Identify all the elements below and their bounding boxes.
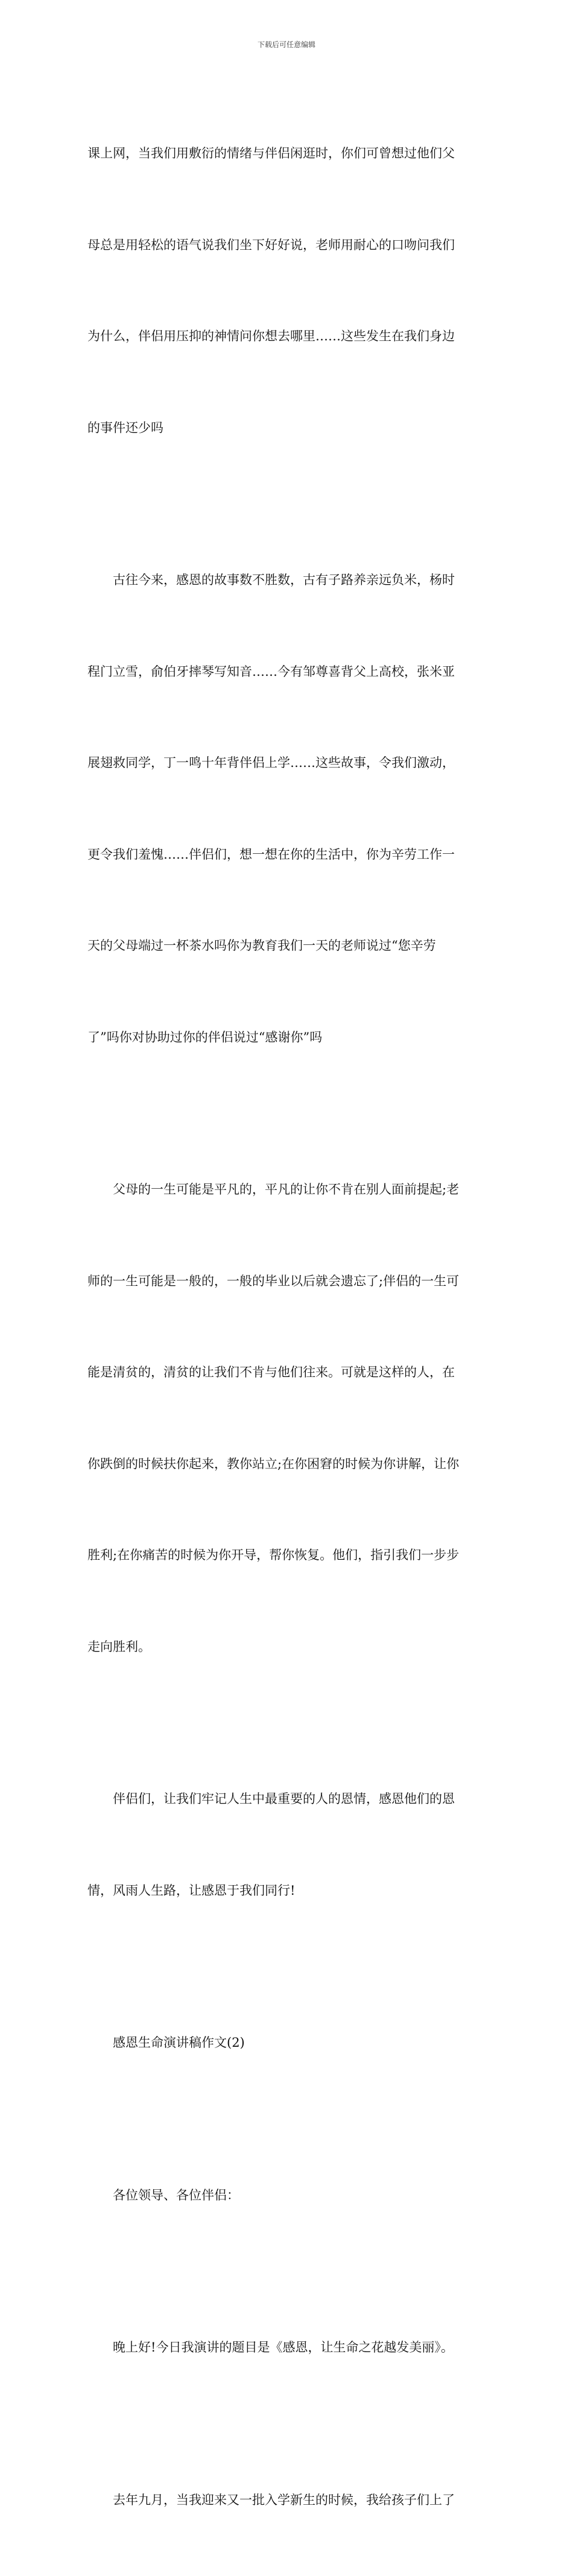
text-line: 程门立雪，俞伯牙摔琴写知音……今有邹尊喜背父上高校，张米亚 <box>87 657 489 687</box>
text-line: 天的父母端过一杯茶水吗你为教育我们一天的老师说过“您辛劳 <box>87 930 489 961</box>
text-line: 为什么，伴侣用压抑的神情问你想去哪里……这些发生在我们身边 <box>87 321 489 352</box>
text-line: 了”吗你对协助过你的伴侣说过“感谢你”吗 <box>87 1022 489 1053</box>
text-line: 父母的一生可能是平凡的，平凡的让你不肯在别人面前提起;老 <box>113 1182 459 1197</box>
paragraph-greeting <box>87 2271 489 2424</box>
text-line: 课上网，当我们用敷衍的情绪与伴侣闲逛时，你们可曾想过他们父 <box>87 138 489 169</box>
text-line: 伴侣们，让我们牢记人生中最重要的人的恩情，感恩他们的恩 <box>113 1792 455 1806</box>
paragraph-4 <box>87 1723 489 1967</box>
text-line: 的事件还少吗 <box>87 413 489 444</box>
text-line: 感恩生命演讲稿作文(2) <box>113 2035 245 2050</box>
text-line: 胜利;在你痛苦的时候为你开导，帮你恢复。他们，指引我们一步步 <box>87 1540 489 1571</box>
text-line: 你跌倒的时候扶你起来，教你站立;在你困窘的时候为你讲解，让你 <box>87 1449 489 1480</box>
text-line: 走向胜利。 <box>87 1632 489 1662</box>
paragraph-1 <box>87 77 489 504</box>
text-line: 各位领导、各位伴侣： <box>113 2188 239 2202</box>
text-line: 更令我们羞愧……伴侣们，想一想在你的生活中，你为辛劳工作一 <box>87 839 489 870</box>
text-line: 去年九月，当我迎来又一批入学新生的时候，我给孩子们上了 <box>113 2493 455 2507</box>
text-line: 情，风雨人生路，让感恩于我们同行! <box>87 1875 489 1906</box>
document-body <box>87 77 489 2576</box>
page-header-note: 下载后可任意编辑 <box>0 40 573 49</box>
text-line: 古往今来，感恩的故事数不胜数，古有子路养亲远负米，杨时 <box>113 573 455 587</box>
paragraph-2 <box>87 504 489 1113</box>
paragraph-last <box>87 2424 489 2576</box>
text-line: 展翅救同学，丁一鸣十年背伴侣上学……这些故事，令我们激动， <box>87 748 489 778</box>
text-line: 母总是用轻松的语气说我们坐下好好说，老师用耐心的口吻问我们 <box>87 230 489 261</box>
section-heading <box>87 1967 489 2119</box>
paragraph-3 <box>87 1113 489 1723</box>
salutation <box>87 2119 489 2272</box>
text-line: 师的一生可能是一般的，一般的毕业以后就会遗忘了;伴侣的一生可 <box>87 1266 489 1297</box>
text-line: 能是清贫的，清贫的让我们不肯与他们往来。可就是这样的人，在 <box>87 1357 489 1388</box>
text-line: 晚上好!今日我演讲的题目是《感恩，让生命之花越发美丽》。 <box>113 2340 454 2355</box>
